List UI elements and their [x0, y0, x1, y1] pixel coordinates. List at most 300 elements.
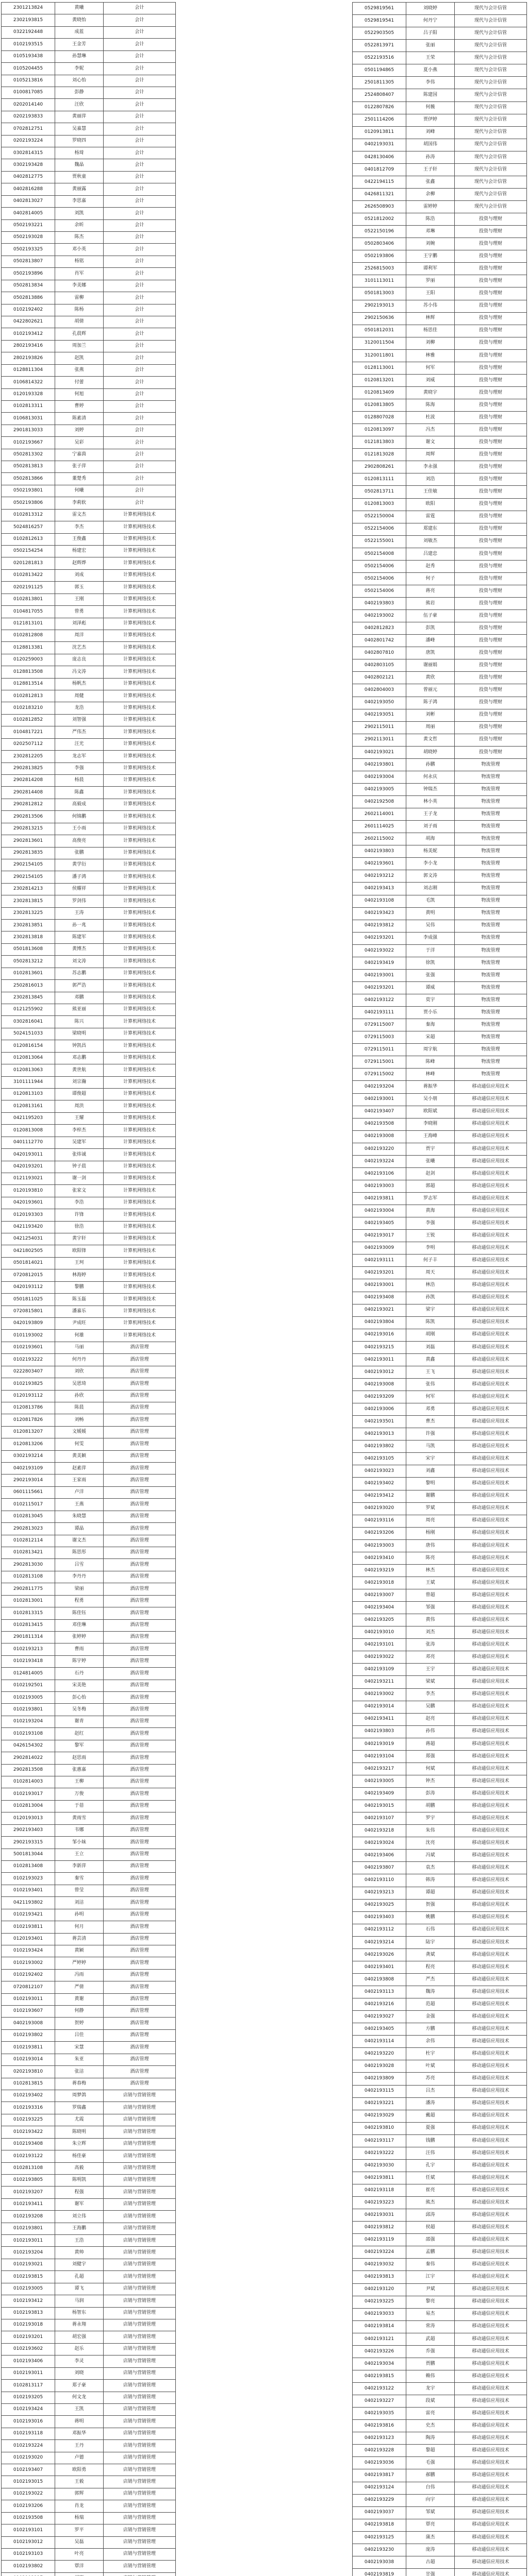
student-name-cell: 孟鹏: [406, 2246, 455, 2259]
major-cell: 投资与理财: [455, 523, 527, 535]
student-name-cell: 吴伟: [406, 920, 455, 932]
major-cell: 移动通信应用技术: [455, 1440, 527, 1453]
table-row: [353, 1812, 527, 1825]
table-row: [353, 1490, 527, 1502]
table-row: [353, 15, 527, 27]
student-id-cell: 0402193004: [353, 1205, 406, 1217]
major-cell: 店销与营销管理: [104, 2319, 176, 2331]
student-name-cell: 高毅成: [55, 799, 104, 810]
table-row: [353, 2531, 527, 2544]
student-id-cell: 2902812812: [2, 799, 55, 810]
table-row: [2, 895, 176, 907]
major-cell: 移动通信应用技术: [455, 2568, 527, 2576]
major-cell: 会计: [104, 256, 176, 267]
student-id-cell: 0402193812: [353, 2222, 406, 2234]
student-name-cell: 张强: [406, 969, 455, 981]
major-cell: 物流管理: [455, 981, 527, 994]
major-cell: 计算机网络技术: [104, 775, 176, 787]
table-row: [2, 509, 176, 521]
table-row: [2, 1849, 176, 1860]
major-cell: 现代与会计信管: [455, 3, 527, 15]
table-row: [2, 99, 176, 111]
student-id-cell: 0102193208: [2, 2211, 55, 2223]
student-name-cell: 刘杰: [406, 1626, 455, 1639]
student-id-cell: 0102193515: [2, 39, 55, 50]
major-cell: 店销与营销管理: [104, 2440, 176, 2452]
major-cell: 移动通信应用技术: [455, 2345, 527, 2358]
student-id-cell: 0402193813: [353, 2271, 406, 2283]
table-row: [353, 2085, 527, 2097]
table-row: [353, 895, 527, 907]
major-cell: 店销与营销管理: [104, 2211, 176, 2223]
major-cell: 移动通信应用技术: [455, 2011, 527, 2023]
student-id-cell: 0402193028: [353, 2060, 406, 2073]
student-name-cell: 张曦: [406, 1155, 455, 1167]
student-name-cell: 李伟: [406, 77, 455, 89]
student-name-cell: 郭超: [406, 1180, 455, 1192]
student-id-cell: 0402193017: [353, 1230, 406, 1242]
student-name-cell: 梁丽: [55, 1583, 104, 1595]
major-cell: 会计: [104, 171, 176, 183]
student-name-cell: 陈素清: [55, 413, 104, 425]
student-name-cell: 刘泽彪: [55, 618, 104, 630]
student-id-cell: 0402803105: [353, 659, 406, 672]
student-name-cell: 王耀: [55, 1112, 104, 1124]
major-cell: 移动通信应用技术: [455, 2073, 527, 2085]
student-name-cell: 许锋: [55, 1209, 104, 1221]
student-id-cell: 0421254031: [2, 1233, 55, 1245]
table-row: [2, 533, 176, 545]
table-row: [2, 569, 176, 581]
student-name-cell: 吴冬梅: [55, 1704, 104, 1716]
student-id-cell: 0102193811: [2, 1921, 55, 1933]
student-id-cell: 0502193221: [2, 219, 55, 231]
student-name-cell: 李强: [55, 762, 104, 774]
table-row: [353, 1664, 527, 1676]
student-id-cell: 0102193108: [2, 1728, 55, 1740]
student-id-cell: 2502816013: [2, 980, 55, 992]
student-id-cell: 0102193408: [2, 2138, 55, 2150]
table-row: [353, 2469, 527, 2482]
table-row: [2, 859, 176, 871]
major-cell: 酒店管理: [104, 1463, 176, 1475]
student-id-cell: 0420193809: [2, 1317, 55, 1329]
student-id-cell: 0302816041: [2, 1016, 55, 1028]
table-row: [353, 1230, 527, 1242]
student-name-cell: 宁嘉茵: [55, 449, 104, 461]
student-name-cell: 覃亮: [406, 2519, 455, 2531]
student-name-cell: 王斌: [406, 1577, 455, 1589]
major-cell: 物流管理: [455, 944, 527, 957]
table-row: [353, 1911, 527, 1924]
table-row: [2, 1306, 176, 1317]
student-name-cell: 王子龙: [406, 808, 455, 821]
student-id-cell: 0502813302: [2, 449, 55, 461]
table-row: [353, 1676, 527, 1688]
student-name-cell: 冯斌: [406, 1850, 455, 1862]
table-row: [353, 2271, 527, 2283]
major-cell: 移动通信应用技术: [455, 1081, 527, 1093]
major-cell: 计算机网络技术: [104, 545, 176, 557]
student-name-cell: 张洁: [55, 2066, 104, 2078]
roster-table-right-body: [353, 3, 527, 2576]
student-id-cell: 0702812751: [2, 123, 55, 135]
major-cell: 移动通信应用技术: [455, 1614, 527, 1626]
student-id-cell: 2302813845: [2, 992, 55, 1004]
major-cell: 会计: [104, 473, 176, 485]
table-row: [2, 159, 176, 171]
major-cell: 店销与营销管理: [104, 2343, 176, 2355]
student-id-cell: 0402193804: [353, 1316, 406, 1329]
student-name-cell: 刘晓: [55, 2367, 104, 2379]
major-cell: 移动通信应用技术: [455, 1292, 527, 1304]
table-row: [2, 1269, 176, 1281]
table-row: [353, 1255, 527, 1267]
student-id-cell: 0102813422: [2, 569, 55, 581]
student-name-cell: 陈凯: [406, 1316, 455, 1329]
major-cell: 酒店管理: [104, 1764, 176, 1776]
student-id-cell: 0120813103: [2, 1088, 55, 1100]
student-name-cell: 龚斌: [406, 1948, 455, 1961]
student-id-cell: 0402193122: [353, 994, 406, 1007]
student-id-cell: 0402193001: [353, 969, 406, 981]
table-row: [2, 1016, 176, 1028]
student-name-cell: 周天: [406, 1267, 455, 1279]
major-cell: 移动通信应用技术: [455, 1602, 527, 1614]
student-id-cell: 2302813225: [2, 907, 55, 919]
student-id-cell: 0120193303: [2, 1209, 55, 1221]
table-row: [2, 883, 176, 895]
table-row: [353, 1862, 527, 1874]
table-row: [2, 2536, 176, 2548]
student-id-cell: 0502813711: [353, 486, 406, 498]
student-name-cell: 毛凯: [406, 895, 455, 907]
table-row: [2, 388, 176, 400]
major-cell: 投资与理财: [455, 337, 527, 349]
table-row: [353, 1267, 527, 1279]
major-cell: 现代与会计信管: [455, 151, 527, 163]
student-name-cell: 吕建忠: [406, 548, 455, 560]
major-cell: 移动通信应用技术: [455, 2036, 527, 2048]
major-cell: 计算机网络技术: [104, 787, 176, 799]
student-id-cell: 0102193412: [2, 328, 55, 340]
major-cell: 店销与营销管理: [104, 2198, 176, 2210]
major-cell: 移动通信应用技术: [455, 1143, 527, 1155]
student-name-cell: 魏涛: [406, 1986, 455, 1998]
major-cell: 店销与营销管理: [104, 2283, 176, 2295]
student-id-cell: 0402193814: [353, 2320, 406, 2333]
student-name-cell: 汪伟: [406, 2147, 455, 2159]
student-id-cell: 2802193416: [2, 340, 55, 352]
major-cell: 移动通信应用技术: [455, 1825, 527, 1837]
table-row: [2, 1824, 176, 1836]
student-id-cell: 0102193508: [2, 2512, 55, 2524]
student-id-cell: 0120813206: [2, 1438, 55, 1450]
table-row: [353, 2420, 527, 2432]
student-id-cell: 2901811314: [2, 1631, 55, 1643]
table-row: [2, 775, 176, 787]
major-cell: 现代与会计信管: [455, 40, 527, 52]
table-row: [353, 932, 527, 944]
student-name-cell: 孙明: [55, 1909, 104, 1921]
student-id-cell: 0522150004: [353, 511, 406, 523]
major-cell: 移动通信应用技术: [455, 1130, 527, 1143]
student-id-cell: 0421193802: [2, 1897, 55, 1909]
table-row: [353, 27, 527, 40]
table-row: [353, 2519, 527, 2531]
student-name-cell: 谢文杰: [55, 1535, 104, 1547]
student-name-cell: 卢洋: [55, 1486, 104, 1498]
table-row: [353, 1750, 527, 1762]
student-id-cell: 2302813851: [2, 920, 55, 931]
student-name-cell: 欧阳斌: [406, 1106, 455, 1118]
student-name-cell: 李杰: [55, 521, 104, 533]
student-id-cell: 0402193818: [353, 2519, 406, 2531]
major-cell: 计算机网络技术: [104, 1173, 176, 1184]
table-row: [353, 585, 527, 597]
table-row: [2, 2380, 176, 2392]
student-name-cell: 刘峰: [406, 126, 455, 139]
student-name-cell: 邹小妹: [55, 1837, 104, 1849]
student-id-cell: 3101111944: [2, 1076, 55, 1088]
student-id-cell: 0402193109: [2, 1463, 55, 1475]
table-row: [353, 1453, 527, 1465]
student-id-cell: 0102813045: [2, 1511, 55, 1522]
major-cell: 计算机网络技术: [104, 738, 176, 750]
table-row: [2, 642, 176, 654]
student-id-cell: 0102193813: [2, 2307, 55, 2319]
student-name-cell: 王凯: [55, 2403, 104, 2415]
table-row: [353, 2184, 527, 2197]
major-cell: 计算机网络技术: [104, 630, 176, 641]
major-cell: 酒店管理: [104, 1897, 176, 1909]
table-row: [2, 1993, 176, 2005]
student-id-cell: 0120913811: [353, 126, 406, 139]
student-id-cell: 0402193005: [353, 783, 406, 795]
table-row: [2, 1523, 176, 1535]
student-id-cell: 0402193808: [353, 1973, 406, 1986]
student-id-cell: 0102813815: [2, 2078, 55, 2090]
major-cell: 会计: [104, 63, 176, 75]
student-name-cell: 贾伊婷: [406, 114, 455, 126]
student-id-cell: 0729115001: [353, 1056, 406, 1069]
major-cell: 移动通信应用技术: [455, 1701, 527, 1713]
table-row: [2, 2198, 176, 2210]
student-name-cell: 李梓杰: [55, 1125, 104, 1137]
major-cell: 计算机网络技术: [104, 1281, 176, 1293]
student-name-cell: 陈浩: [406, 213, 455, 226]
major-cell: 酒店管理: [104, 1969, 176, 1981]
student-name-cell: 何军: [406, 362, 455, 374]
student-name-cell: 赵秀: [406, 560, 455, 572]
major-cell: 现代与会计信管: [455, 64, 527, 77]
major-cell: 移动通信应用技术: [455, 1626, 527, 1639]
table-row: [2, 316, 176, 328]
major-cell: 物流管理: [455, 907, 527, 920]
student-id-cell: 0202507112: [2, 738, 55, 750]
table-row: [2, 111, 176, 123]
student-id-cell: 0402193125: [353, 2531, 406, 2544]
major-cell: 投资与理财: [455, 238, 527, 250]
student-id-cell: 0402193111: [353, 1255, 406, 1267]
student-id-cell: 0402193116: [353, 1515, 406, 1527]
major-cell: 会计: [104, 3, 176, 14]
student-id-cell: 0120813064: [2, 1052, 55, 1064]
student-name-cell: 曾莹: [55, 1885, 104, 1896]
student-name-cell: 赵乐: [55, 2343, 104, 2355]
table-row: [353, 412, 527, 424]
major-cell: 移动通信应用技术: [455, 1850, 527, 1862]
major-cell: 会计: [104, 195, 176, 207]
student-name-cell: 吕子阳: [406, 27, 455, 40]
student-id-cell: 2501811305: [353, 77, 406, 89]
major-cell: 移动通信应用技术: [455, 1106, 527, 1118]
table-row: [353, 2383, 527, 2395]
table-row: [353, 1242, 527, 1255]
table-row: [353, 821, 527, 833]
student-name-cell: 王毅: [55, 2476, 104, 2488]
student-id-cell: 0402193810: [353, 2122, 406, 2134]
major-cell: 计算机网络技术: [104, 594, 176, 605]
student-id-cell: 0402193212: [353, 870, 406, 883]
student-id-cell: 0720812015: [2, 1269, 55, 1281]
major-cell: 投资与理财: [455, 734, 527, 746]
student-name-cell: 郝鹏: [406, 2469, 455, 2482]
student-name-cell: 刘立伟: [55, 2211, 104, 2223]
table-row: [2, 2162, 176, 2174]
student-id-cell: 0502193806: [353, 250, 406, 263]
major-cell: 店销与营销管理: [104, 2114, 176, 2126]
table-row: [353, 486, 527, 498]
major-cell: 酒店管理: [104, 1607, 176, 1619]
table-row: [353, 1515, 527, 1527]
major-cell: 现代与会计信管: [455, 114, 527, 126]
major-cell: 移动通信应用技术: [455, 2308, 527, 2320]
student-id-cell: 0729115007: [353, 1019, 406, 1031]
student-name-cell: 唐伟: [406, 1539, 455, 1552]
student-id-cell: 0402193410: [353, 1552, 406, 1564]
major-cell: 酒店管理: [104, 1885, 176, 1896]
student-name-cell: 钟凯昌: [55, 1040, 104, 1052]
student-id-cell: 0402193027: [353, 2011, 406, 2023]
major-cell: 酒店管理: [104, 1752, 176, 1764]
major-cell: 会计: [104, 123, 176, 135]
major-cell: 会计: [104, 244, 176, 256]
student-name-cell: 赵红: [55, 1728, 104, 1740]
student-name-cell: 白伟: [406, 2482, 455, 2494]
table-row: [2, 2572, 176, 2576]
student-name-cell: 郭严浩: [55, 980, 104, 992]
student-id-cell: 2524808407: [353, 89, 406, 101]
student-id-cell: 0128113001: [353, 362, 406, 374]
table-row: [2, 956, 176, 968]
student-name-cell: 龙浩: [55, 702, 104, 714]
table-row: [2, 39, 176, 50]
student-name-cell: 朱亚: [55, 2054, 104, 2065]
student-id-cell: 0102813108: [2, 1571, 55, 1583]
student-name-cell: 谢鹏: [406, 1490, 455, 1502]
student-name-cell: 邓勇: [406, 1403, 455, 1416]
student-name-cell: 李浩: [55, 1197, 104, 1209]
student-id-cell: 0102193011: [2, 1993, 55, 2005]
student-id-cell: 0402193120: [353, 2283, 406, 2296]
student-id-cell: 2501114206: [353, 114, 406, 126]
student-name-cell: 曹婷: [55, 400, 104, 412]
major-cell: 会计: [104, 219, 176, 231]
student-id-cell: 0402193032: [353, 2259, 406, 2271]
student-id-cell: 0402193031: [353, 139, 406, 151]
major-cell: 会计: [104, 111, 176, 123]
student-id-cell: 2901813033: [2, 425, 55, 436]
student-id-cell: 0402193001: [353, 1093, 406, 1106]
table-row: [2, 1414, 176, 1426]
table-row: [353, 1502, 527, 1515]
student-id-cell: 0102192402: [2, 304, 55, 316]
major-cell: 计算机网络技术: [104, 871, 176, 883]
major-cell: 计算机网络技术: [104, 690, 176, 702]
major-cell: 移动通信应用技术: [455, 1986, 527, 1998]
student-name-cell: 郑强: [406, 1750, 455, 1762]
major-cell: 计算机网络技术: [104, 702, 176, 714]
major-cell: 投资与理财: [455, 511, 527, 523]
student-id-cell: 0402193406: [353, 1850, 406, 1862]
student-id-cell: 0402193220: [353, 2048, 406, 2060]
student-id-cell: 0128813381: [2, 642, 55, 654]
student-name-cell: 赵辉烨: [55, 557, 104, 569]
major-cell: 酒店管理: [104, 2054, 176, 2065]
table-row: [353, 1403, 527, 1416]
table-row: [353, 2320, 527, 2333]
major-cell: 酒店管理: [104, 1957, 176, 1969]
student-name-cell: 冯雨: [55, 1969, 104, 1981]
student-id-cell: 0502813807: [2, 256, 55, 267]
major-cell: 酒店管理: [104, 1680, 176, 1691]
table-row: [2, 1873, 176, 1885]
major-cell: 移动通信应用技术: [455, 1391, 527, 1403]
table-row: [353, 213, 527, 226]
table-row: [2, 1776, 176, 1788]
student-id-cell: 2902193013: [353, 300, 406, 312]
student-id-cell: 0102813421: [2, 1547, 55, 1559]
student-name-cell: 何旭: [55, 388, 104, 400]
student-name-cell: 谭飞: [55, 2283, 104, 2295]
major-cell: 酒店管理: [104, 1945, 176, 1957]
major-cell: 投资与理财: [455, 697, 527, 709]
student-name-cell: 何雄: [55, 1330, 104, 1342]
table-row: [353, 883, 527, 895]
student-name-cell: 何军: [406, 1391, 455, 1403]
student-id-cell: 0402193817: [353, 2469, 406, 2482]
student-name-cell: 黄帅: [55, 2247, 104, 2259]
major-cell: 计算机网络技术: [104, 1088, 176, 1100]
student-id-cell: 0102193805: [2, 2174, 55, 2186]
table-row: [353, 1738, 527, 1750]
student-id-cell: 0402193020: [353, 1502, 406, 1515]
table-row: [353, 2333, 527, 2345]
major-cell: 移动通信应用技术: [455, 1539, 527, 1552]
student-name-cell: 谢丽娟: [406, 659, 455, 672]
student-id-cell: 0102193418: [2, 1655, 55, 1667]
student-name-cell: 张家文: [55, 1185, 104, 1197]
roster-table-right: [352, 2, 527, 2576]
student-name-cell: 周宇航: [406, 1044, 455, 1056]
student-id-cell: 0402193404: [353, 1602, 406, 1614]
student-name-cell: 王海鹏: [55, 2223, 104, 2234]
student-name-cell: 武超: [406, 2333, 455, 2345]
student-id-cell: 0402193405: [353, 2023, 406, 2036]
table-row: [2, 557, 176, 569]
table-row: [2, 1040, 176, 1052]
